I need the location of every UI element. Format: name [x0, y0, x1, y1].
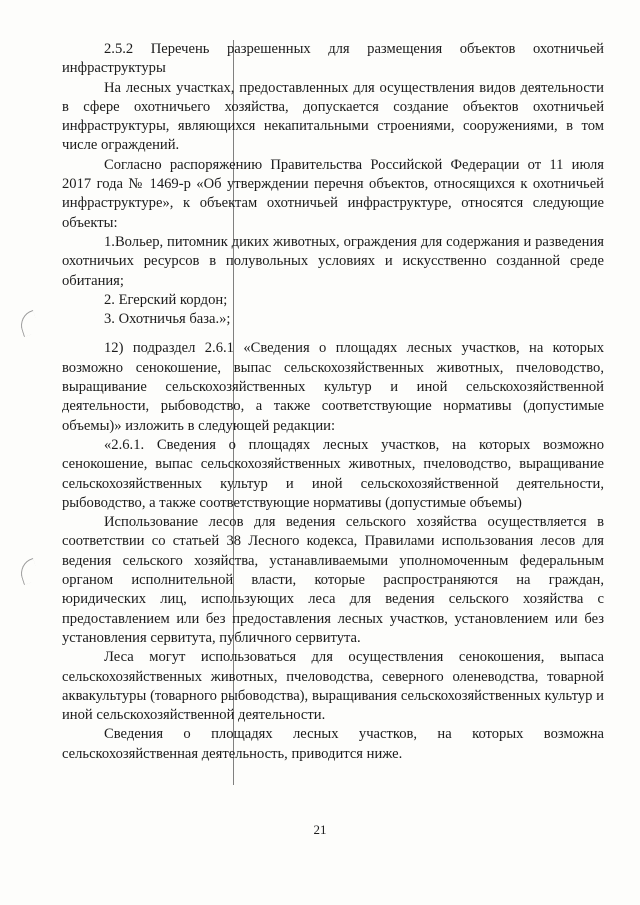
section-heading: 2.5.2 Перечень разрешенных для размещения объектов охотничьей инфраструктуры — [62, 41, 604, 77]
paragraph: Сведения о площадях лесных участков, на которых возможна сельскохозяйственная деятельность, приводится ниже. — [62, 726, 604, 762]
paragraph: На лесных участках, предоставленных для осуществления видов деятельности в сфере охотничьего хозяйства, допускается создание объектов охотничьей инфраструктуры, являющихся некапитальными строениями, сооружениями, в том числе ограждений. — [62, 79, 604, 154]
page-number: 21 — [313, 822, 327, 837]
list-item: 3. Охотничья база.»; — [104, 311, 231, 328]
paragraph: Леса могут использоваться для осуществления сенокошения, выпаса сельскохозяйственных животных, пчеловодства, северного оленеводства, товарной аквакультуры (товарного рыбоводства), выращивания сельскохозяйственных культур и иной сельскохозяйственной деятельности. — [62, 649, 604, 724]
punch-hole-mark — [17, 558, 40, 585]
subsection-heading: «2.6.1. Сведения о площадях лесных участков, на которых возможно сенокошение, выпас сельскохозяйственных животных, пчеловодство, выращивание сельскохозяйственных культур и иной сельскохозяйственной деятельности, рыбоводство, а также соответствующие нормативы (допустимые объемы) — [62, 436, 604, 511]
document-body — [62, 40, 604, 764]
paragraph-gap — [62, 329, 604, 339]
list-item: 2. Егерский кордон; — [104, 291, 228, 308]
paragraph: Использование лесов для ведения сельского хозяйства осуществляется в соответствии со статьей 38 Лесного кодекса, Правилами использования лесов для ведения сельского хозяйства, устанавливаемыми уполномоченным федеральным органом исполнительной власти, которые распространяются на граждан, юридических лиц, использующих леса для ведения сельского хозяйства с предоставлением или без предоставления лесных участков, установлением или без установления сервитута, публичного сервитута. — [62, 514, 604, 646]
punch-hole-mark — [17, 310, 40, 337]
list-item: 1.Вольер, питомник диких животных, ограждения для содержания и разведения охотничьих ресурсов в полувольных условиях и искусственно созданной среде обитания; — [62, 233, 604, 289]
paragraph: 12) подраздел 2.6.1 «Сведения о площадях лесных участков, на которых возможно сенокошение, выпас сельскохозяйственных животных, пчеловодство, выращивание сельскохозяйственных культур и иной сельскохозяйственной деятельности, рыбоводство, а также соответствующие нормативы (допустимые объемы)» изложить в следующей редакции: — [62, 340, 604, 434]
paragraph: Согласно распоряжению Правительства Российской Федерации от 11 июля 2017 года № 1469-р «Об утверждении перечня объектов, относящихся к охотничьей инфраструктуре», к объектам охотничьей инфраструктуре, относятся следующие объекты: — [62, 156, 604, 231]
